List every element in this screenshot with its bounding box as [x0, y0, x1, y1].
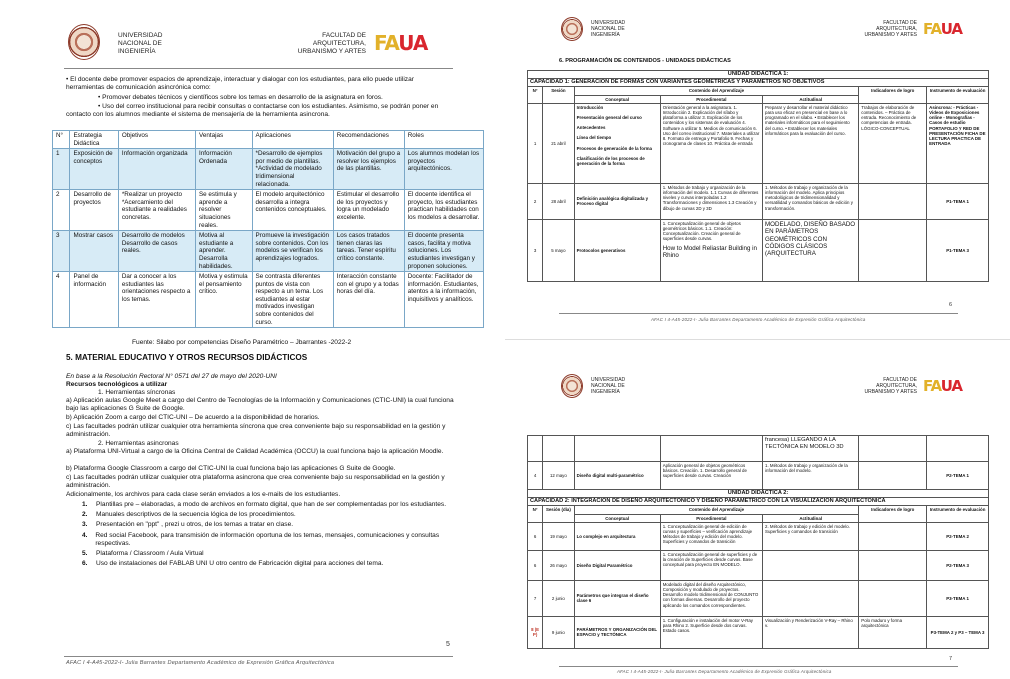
faculty-name: FACULTAD DE ARQUITECTURA, URBANISMO Y ARTES	[297, 32, 366, 55]
col-header: Actitudinal	[763, 95, 859, 103]
faculty-name: FACULTAD DE ARQUITECTURA, URBANISMO Y ARTES	[864, 377, 917, 395]
table-row: 8 (E P) 9 junio PARÁMETROS Y ORGANIZACIÓN DEL ESPACIO y TECTÓNICA 1. Configuración e instalación del motor V-Ray para Rhino 2. Superficie desde dos curvas. Estado casos. Visualización y Renderización V-Ray – Rhino v. Polo maduro y forma arquitectónica P3-TEMA 2 y P3 – TEMA 3	[528, 616, 989, 648]
page-footer: AFAC I 4-A45-2022-I- Julia Barrantes Departamento Académico de Expresión Gráfica Arquitectónica	[651, 317, 866, 322]
footer-rule	[559, 313, 958, 314]
col-header: Objetivos	[118, 131, 195, 149]
col-header: Conceptual	[574, 514, 660, 522]
list-item: 3. Presentación en "ppt" , prezi u otros, de los temas a tratar en clase.	[82, 521, 294, 529]
unit-capacity: CAPACIDAD 2: INTEGRACION DE DISEÑO ARQUITECTONICO Y DISEÑO PARAMETRICO CON LA VISUALIZACION ARQUITECTONICA	[528, 498, 989, 506]
col-header: Instrumento de evaluación	[927, 87, 989, 103]
unit1-table	[527, 70, 989, 282]
table-row: 4 Panel de información Dar a conocer a los estudiantes las orientaciones respecto a los temas. Motiva y estimula el pensamiento crítico. Se contrasta diferentes puntos de vista con respecto a un tema. Los estudiantes al estar motivados investigan sobre contenidos del curso. Interacción constante con el grupo y a todas horas del día. Docente: Facilitador de información. Estudiantes, atentos a la información, inquisitivos y analíticos.	[53, 272, 484, 328]
sync-c: c) Las facultades podrán utilizar cualquier otra herramienta síncrona que crea conveniente bajo su responsabilidad en la gestión y administración.	[66, 423, 446, 439]
async-c: c) Las facultades podrán utilizar cualquier otra plataforma asincrona que crea conveniente bajo su responsabilidad en la gestión y administración.	[66, 474, 445, 490]
footer-rule	[559, 666, 958, 667]
async-a: a) Plataforma UNI-Virtual a cargo de la Oficina Central de Calidad Académica (OCCU) la cual funciona bajo la aplicación Moodle.	[66, 448, 444, 455]
university-name: UNIVERSIDAD NACIONAL DE INGENIERÍA	[591, 20, 626, 38]
col-header: Roles	[404, 131, 483, 149]
col-header: Sesión	[543, 87, 574, 103]
table-row: 2 28 abril Definición analógica digitalizada y Proceso digital 1. Métodos de trabajo y organización de la información del modelo. 1.1 Curvas de diferentes niveles y curvas interpoladas 1.2 Transformaciones y dimensiones 1.3 Creación y dibujo de curvas 2D y 3D 1. Métodos de trabajo y organización de la información del modelo. Aplica principios metodológicos de tridimensionalidad y versatilidad y comandos básicos de edición y transformación. P1-TEMA 1	[528, 183, 989, 219]
sync-title: 1. Herramientas síncronas	[98, 389, 176, 396]
list-item: 2. Manuales descriptivos de la secuencia lógica de los procedimientos.	[82, 511, 296, 519]
table-row: 3 Mostrar casos Desarrollo de modelos Desarrollo de casos reales. Motiva al estudiante a aprender. Desarrolla habilidades. Promueve la investigación sobre contenidos. Con los modelos se verifican los aprendizajes logrados. Los casos tratados tienen claras las tareas. Tener espíritu crítico constante. El docente presenta casos, facilita y motiva soluciones. Los estudiantes investigan y proponen soluciones.	[53, 231, 484, 272]
col-header: Estrategia Didáctica	[70, 131, 118, 149]
list-item: 5. Plataforma / Classroom / Aula Virtual	[82, 550, 204, 558]
strategy-table	[52, 130, 484, 328]
unit2-table	[527, 435, 989, 649]
table-row: 1 21 abril Introducción Presentación general del curso Antecedentes Línea del tiempo Procesos de generación de la forma Clasificación de los procesos de generación de la forma Orientación general a la asignatura. 1. Introducción 2. Explicación del sílabo y plataforma a utilizar 3. Explicación de los contenidos y los sistemas de evaluación 4. Software a utilizar 5. Medios de comunicación 6. Uso del correo institucional 7. Materiales a utilizar 8. Formato de entrega y Portafolio 9. Fechas y cronograma de clases 10. Práctica de entrada Preparar y desarrollar el material didáctico para uso eficaz en presencial en base a lo programado en el silabo. • Establecer los materiales informáticos para el seguimiento del curso. • Establecer los materiales informáticos para la evaluación del curso. Trabajos de elaboración de contenidos. – Práctica de entrada. Reconocimiento de competencias de entrada. LÓGICO-CONCEPTUAL Asincrona: - Prácticas - Videos de Exposiciones online - Monografías - Casos de estudio PORTAFOLIO Y RED DE PRESENTACIÓN FICHA DE LECTURA PRACTICA DE ENTRADA	[528, 103, 989, 183]
async-title: 2. Herramientas asincronas	[98, 440, 179, 447]
unit-title: UNIDAD DIDÁCTICA 1:	[528, 71, 989, 79]
col-header: N°	[528, 506, 543, 522]
async-b: b) Plataforma Google Classroom a cargo del CTIC-UNI la cual funciona bajo las aplicaciones G Suite de Google.	[66, 465, 396, 472]
uni-seal-icon	[561, 17, 583, 41]
table-row: 7 2 junio Parámetros que integran el diseño clase 6 Modelado digital del diseño Arquitectónico, Composición y modulado de proyectos. Desarrollo modelo tridimensional de CONJUNTO con formas diversas. Desarrollo del proyecto aplicando los comandos correspondientes. P3-TEMA 1	[528, 580, 989, 616]
col-header: Procedimental	[660, 514, 762, 522]
resolution-text: En base a la Resolución Rectoral N° 0571 del 27 de mayo del 2020-UNI	[66, 373, 277, 380]
col-header: Aplicaciones	[252, 131, 333, 149]
col-header: N°	[528, 87, 543, 103]
page-number: 6	[949, 302, 953, 308]
faua-logo: FAUA	[923, 20, 963, 38]
bullet-debates: • Promover debates técnicos y científicos sobre los temas en desarrollo de la asignatura en foros.	[98, 94, 383, 101]
col-header: Actitudinal	[763, 514, 859, 522]
table-row: 6 19 mayo Lo complejo en arquitectura 1. Conceptualización general de edición de curvas y superficies – verificación aprendizaje Métodos de trabajo y edición del modelo. Superficies y comandos de transición 2. Métodos de trabajo y edición del modelo. Superficies y comandos de transición P2-TEMA 2	[528, 522, 989, 550]
col-header: Procedimental	[660, 95, 762, 103]
uni-seal-icon	[561, 374, 583, 398]
col-header: Sesión (día)	[543, 506, 574, 522]
additional-text: Adicionalmente, los archivos para cada clase serán enviados a los e-mails de los estudiantes.	[66, 491, 341, 498]
table-row: 4 12 mayo Diseño digital multi-paramétrico Aplicación general de objetos geométricos básicos. Creación. 1. Desarrollo general de superficies desde curvas. Creación 1. Métodos de trabajo y organización de la información del modelo. P2-TEMA 1	[528, 462, 989, 490]
header-rule	[64, 68, 453, 69]
uni-seal-icon	[68, 24, 100, 60]
list-item: 6. Uso de instalaciones del FABLAB UNI U otro centro de Fabricación digital para acciones del tema.	[82, 560, 384, 568]
col-header: Ventajas	[195, 131, 252, 149]
section-title: 5. MATERIAL EDUCATIVO Y OTROS RECURSOS DIDÁCTICOS	[66, 353, 308, 362]
content-header: Contenido del Aprendizaje	[574, 87, 859, 95]
col-header: Indicadores de logro	[859, 87, 927, 103]
col-header: N°	[53, 131, 70, 149]
table-row: 2 Desarrollo de proyectos *Realizar un proyecto *Acercamiento del estudiante a realidades concretas. Se estimula y aprende a resolver situaciones reales. El modelo arquitectónico desarrolla a integra contenidos conceptuales. Estimular el desarrollo de los proyectos y logra un modelado excelente. El docente identifica el proyecto, los estudiantes practican habilidades con los modelos a desarrollar.	[53, 190, 484, 231]
table-row: 3 5 mayo Protocolos generativos 1. Conceptualización general de objetos geométricos básicos. 1.1. Creación: Conceptualización. Creación general de superficies desde curvas. How to Model Reliastar Building in Rhino MODELADO, DISEÑO BASADO EN PARÁMETROS GEOMÉTRICOS CON CÓDIGOS CLÁSICOS (ARQUITECTURA P1-TEMA 3	[528, 219, 989, 281]
table-source: Fuente: Silabo por competencias Diseño Paramétrico – Jbarrantes -2022-2	[132, 339, 352, 346]
university-name: UNIVERSIDAD NACIONAL DE INGENIERÍA	[591, 377, 626, 395]
faua-logo: FAUA	[923, 377, 963, 395]
page-number: 7	[949, 656, 953, 662]
page-6	[505, 0, 1010, 339]
footer-rule	[64, 656, 453, 657]
tech-title: Recursos tecnológicos a utilizar	[66, 381, 168, 388]
sync-b: b) Aplicación Zoom a cargo del CTIC-UNI – De acuerdo a la disponibilidad de horarios.	[66, 414, 320, 421]
unit-capacity: CAPACIDAD 1: GENERACION DE FORMAS CON VARIANTES GEOMETRICAS Y PARAMETROS NO OBJETIVOS	[528, 79, 989, 87]
table-row: 6 26 mayo Diseño Digital Paramétrico 1. Conceptualización general de superficies y de la creación de Superficies desde curvas. Base conceptual para proyecto EN MODELO. P2-TEMA 3	[528, 550, 989, 580]
university-name: UNIVERSIDAD NACIONAL DE INGENIERÍA	[118, 32, 163, 55]
sync-a: a) Aplicación aulas Google Meet a cargo del Centro de Tecnologías de la Información y Comunicaciones (CTIC-UNI) la cual funciona bajo las aplicaciones G Suite de Google.	[66, 397, 454, 413]
col-header: Recomendaciones	[333, 131, 404, 149]
bullet-email: • Uso del correo institucional para recibir consultas o contactarse con los estudiantes. Asimismo, se podrán poner en contacto con los alumnos mediante el sistema de mensajería de la herramienta asincrona.	[66, 103, 439, 119]
page-number: 5	[446, 641, 450, 648]
content-header: Contenido del Aprendizaje	[574, 506, 859, 514]
col-header: Instrumento de evaluación	[927, 506, 989, 522]
faculty-name: FACULTAD DE ARQUITECTURA, URBANISMO Y ARTES	[864, 20, 917, 38]
page-header	[0, 0, 505, 62]
page-7	[505, 339, 1010, 679]
table-row: 1 Exposición de conceptos Información organizada Información Ordenada *Desarrollo de ejemplos por medio de plantillas. *Actividad de modelado tridimensional relacionada. Motivación del grupo a resolver los ejemplos de las plantillas. Los alumnos modelan los proyectos arquitectónicos.	[53, 149, 484, 190]
list-item: 4. Red social Facebook, para transmisión de información oportuna de los temas, mensajes, comunicaciones y consultas respectivas.	[82, 531, 440, 547]
page-footer: AFAC I 4-A45-2022-I- Julia Barrantes Departamento Académico de Expresión Gráfica Arquitectónica	[66, 660, 335, 666]
intro-text: • El docente debe promover espacios de aprendizaje, interactuar y dialogar con los estudiantes, para ello puede utilizar herramientas de comunicación asincrónica como:	[66, 76, 414, 92]
resource-list	[82, 501, 458, 570]
section-title: 6. PROGRAMACIÓN DE CONTENIDOS - UNIDADES DIDÁCTICAS	[559, 58, 731, 64]
page-footer: AFAC I 4-A45-2022-I- Julia Barrantes Departamento Académico de Expresión Gráfica Arquitectónica	[617, 669, 832, 674]
col-header: Indicadores de logro	[859, 506, 927, 522]
list-item: 1. Plantillas pre – elaboradas, a modo de archivos en formato digital, que han de ser complementadas por los estudiantes.	[82, 501, 447, 508]
unit-title: UNIDAD DIDÁCTICA 2:	[528, 490, 989, 498]
faua-logo: FAUA	[374, 31, 428, 55]
table-row: francesa) LLEGANDO A LA TECTÓNICA EN MODELO 3D	[528, 436, 989, 462]
video-link[interactable]: How to Model Reliastar Building in Rhino	[662, 244, 757, 260]
col-header: Conceptual	[574, 95, 660, 103]
